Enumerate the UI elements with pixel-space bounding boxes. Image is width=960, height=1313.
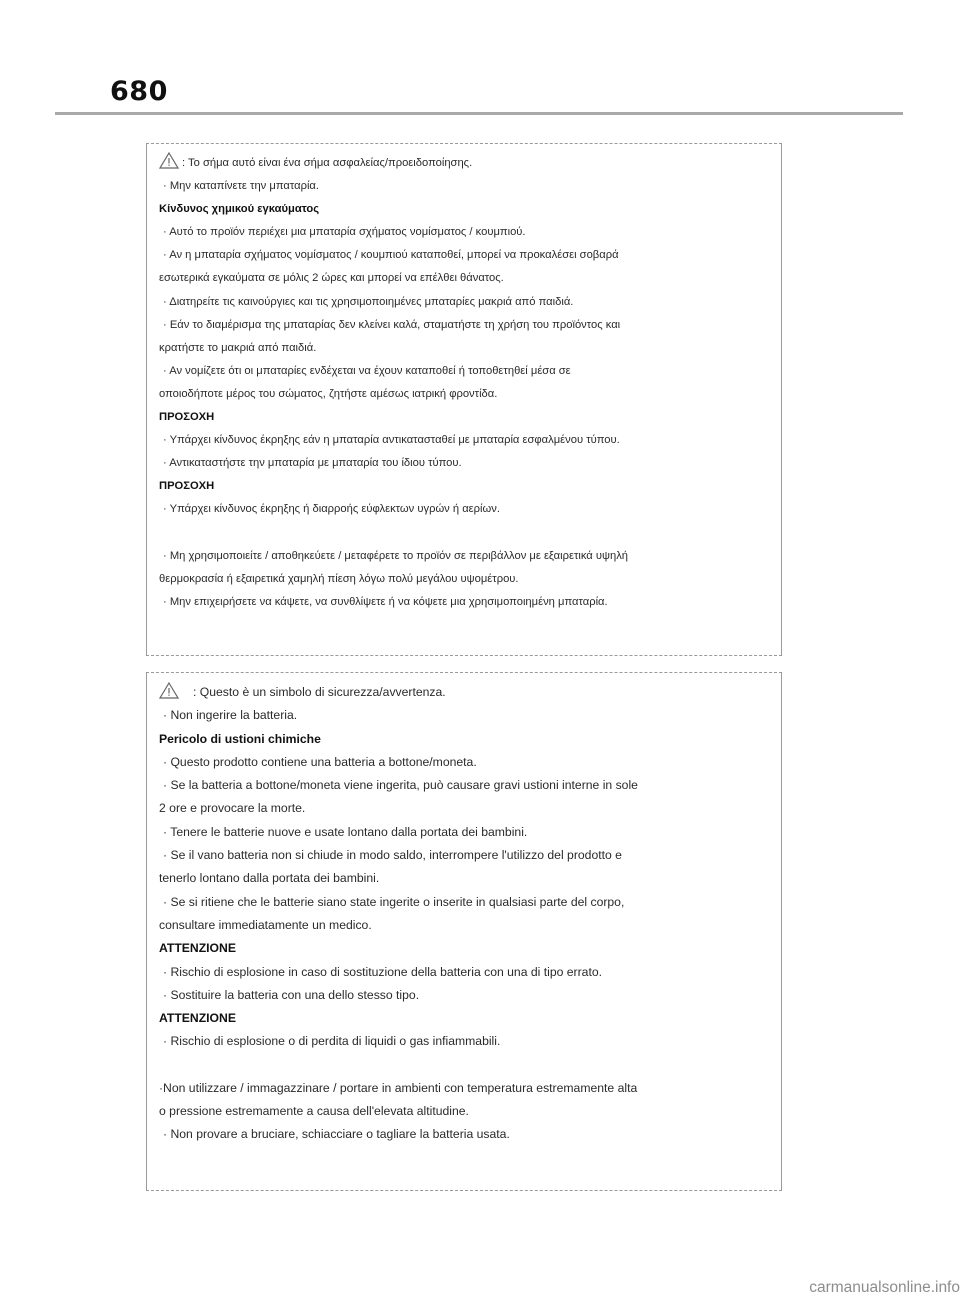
section-heading: ΠΡΟΣΟΧΗ [159, 411, 215, 424]
greek-intro-text: : Το σήμα αυτό είναι ένα σήμα ασφαλείας/προειδοποίησης. [182, 157, 473, 169]
warning-triangle-icon [159, 152, 179, 169]
text-line: ·Non utilizzare / immagazzinare / portare in ambienti con temperatura estremamente alta [159, 1080, 638, 1095]
text-line: · Εάν το διαμέρισμα της μπαταρίας δεν κλείνει καλά, σταματήστε τη χρήση του προϊόντος και [163, 318, 621, 331]
text-line: consultare immediatamente un medico. [159, 917, 372, 932]
text-line: tenerlo lontano dalla portata dei bambini. [159, 871, 380, 886]
text-line: · Υπάρχει κίνδυνος έκρηξης εάν η μπαταρία αντικατασταθεί με μπαταρία εσφαλμένου τύπου. [163, 434, 620, 447]
text-line: · Non ingerire la batteria. [163, 708, 298, 723]
text-line: · Non provare a bruciare, schiacciare o tagliare la batteria usata. [163, 1127, 510, 1142]
greek-intro-line [159, 152, 771, 175]
text-line: · Questo prodotto contiene una batteria a bottone/moneta. [163, 754, 477, 769]
page-number: 680 [110, 76, 168, 107]
text-line: · Se si ritiene che le batterie siano state ingerite o inserite in qualsiasi parte del corpo, [163, 894, 625, 909]
text-line: εσωτερικά εγκαύματα σε μόλις 2 ώρες και μπορεί να επέλθει θάνατος. [159, 272, 504, 285]
text-line: κρατήστε το μακριά από παιδιά. [159, 341, 317, 354]
italian-intro-line [159, 681, 771, 704]
section-heading: ΠΡΟΣΟΧΗ [159, 480, 215, 493]
text-line: · Rischio di esplosione o di perdita di liquidi o gas infiammabili. [163, 1034, 501, 1049]
blank-line [159, 522, 771, 545]
italian-intro-text: : Questo è un simbolo di sicurezza/avvertenza. [193, 685, 446, 699]
text-line: · Se il vano batteria non si chiude in modo saldo, interrompere l'utilizzo del prodotto e [163, 848, 622, 863]
section-heading: Pericolo di ustioni chimiche [159, 731, 321, 746]
text-line: · Υπάρχει κίνδυνος έκρηξης ή διαρροής εύφλεκτων υγρών ή αερίων. [163, 503, 500, 516]
warning-triangle-icon [159, 682, 179, 699]
text-line: οποιοδήποτε μέρος του σώματος, ζητήστε αμέσως ιατρική φροντίδα. [159, 387, 498, 400]
text-line: θερμοκρασία ή εξαιρετικά χαμηλή πίεση λόγω πολύ μεγάλου υψομέτρου. [159, 572, 519, 585]
greek-text-lines [159, 175, 771, 614]
section-heading: ATTENZIONE [159, 941, 236, 956]
text-line: · Μην καταπίνετε την μπαταρία. [163, 180, 320, 193]
blank-line [159, 1054, 771, 1077]
text-line: · Αν η μπαταρία σχήματος νομίσματος / κουμπιού καταποθεί, μπορεί να προκαλέσει σοβαρά [163, 249, 619, 262]
italian-text-lines [159, 704, 771, 1146]
text-line: o pressione estremamente a causa dell'elevata altitudine. [159, 1104, 469, 1119]
text-line: · Μην επιχειρήσετε να κάψετε, να συνθλίψετε ή να κόψετε μια χρησιμοποιημένη μπαταρία. [163, 595, 608, 608]
text-line: · Tenere le batterie nuove e usate lontano dalla portata dei bambini. [163, 824, 528, 839]
text-line: · Αυτό το προϊόν περιέχει μια μπαταρία σχήματος νομίσματος / κουμπιού. [163, 226, 526, 239]
text-line: · Se la batteria a bottone/moneta viene ingerita, può causare gravi ustioni interne in sole [163, 778, 638, 793]
text-line: · Sostituire la batteria con una dello stesso tipo. [163, 987, 420, 1002]
text-line: 2 ore e provocare la morte. [159, 801, 306, 816]
text-line: · Διατηρείτε τις καινούργιες και τις χρησιμοποιημένες μπαταρίες μακριά από παιδιά. [163, 295, 574, 308]
section-heading: ATTENZIONE [159, 1011, 236, 1026]
greek-notice-box [146, 143, 782, 656]
text-line: · Αν νομίζετε ότι οι μπαταρίες ενδέχεται να έχουν καταποθεί ή τοποθετηθεί μέσα σε [163, 364, 571, 377]
text-line: · Μη χρησιμοποιείτε / αποθηκεύετε / μεταφέρετε το προϊόν σε περιβάλλον με εξαιρετικά υψηλή [163, 549, 629, 562]
italian-notice-box [146, 672, 782, 1191]
text-line: · Αντικαταστήστε την μπαταρία με μπαταρία του ίδιου τύπου. [163, 457, 462, 470]
section-heading: Κίνδυνος χημικού εγκαύματος [159, 203, 320, 216]
text-line: · Rischio di esplosione in caso di sostituzione della batteria con una di tipo errato. [163, 964, 602, 979]
watermark-text: carmanualsonline.info [809, 1279, 960, 1296]
header-rule [55, 112, 903, 115]
